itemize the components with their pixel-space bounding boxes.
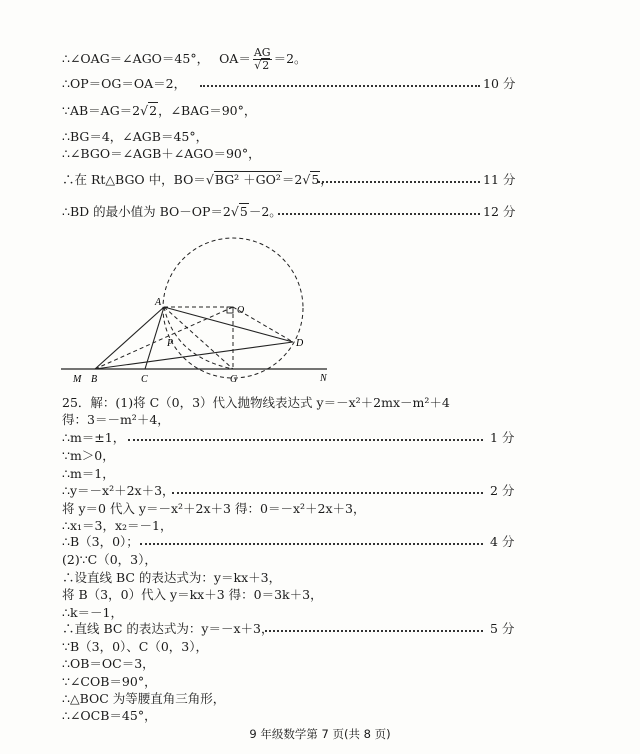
q25-line-15: ∵B（3，0）、C（0，3）， <box>62 639 209 654</box>
q25-line-5: ∴m＝1， <box>62 466 115 481</box>
line3-root: 2 <box>149 103 158 118</box>
line3-text-b: ，∠BAG＝90°， <box>158 103 257 118</box>
q25-line-11: ∴设直线 BC 的表达式为：y＝kx＋3， <box>62 570 282 585</box>
line6-root-b: 5 <box>311 172 320 187</box>
line7-text-a: ∴BD 的最小值为 BO－OP＝2 <box>62 204 231 219</box>
score-4: 4 分 <box>490 534 515 549</box>
segment-ab <box>95 307 164 369</box>
geometry-diagram <box>55 232 345 392</box>
dot-leader <box>318 181 480 183</box>
line3-text-a: ∵AB＝AG＝2 <box>62 103 141 118</box>
q25-line-17: ∵∠COB＝90°， <box>62 674 157 689</box>
segment-ad <box>164 307 293 342</box>
line6-root-content: BG² ＋GO² <box>214 172 281 187</box>
score-2: 2 分 <box>490 483 515 498</box>
q25-line-14: ∴直线 BC 的表达式为：y＝－x＋3， 5 分 <box>0 619 640 639</box>
q25-line-13: ∴k＝－1， <box>62 605 123 620</box>
label-a: A <box>155 297 162 308</box>
score-11: 11 分 <box>483 172 516 187</box>
dot-leader <box>265 630 483 632</box>
q25-line-10: (2)∵C（0，3）， <box>62 552 157 567</box>
line5-text: ∴∠BGO＝∠AGB＋∠AGO＝90°， <box>62 146 261 161</box>
q25-line-7: 将 y＝0 代入 y＝－x²＋2x＋3 得：0＝－x²＋2x＋3， <box>62 501 366 516</box>
line4-text: ∴BG＝4，∠AGB＝45°， <box>62 129 209 144</box>
label-c: C <box>141 374 148 385</box>
q25-line-19: ∴∠OCB＝45°， <box>62 708 157 723</box>
solution-line-1 <box>0 46 640 72</box>
solution-line-6: ∴在 Rt△BGO 中，BO＝√BG² ＋GO²＝2√5， 11 分 <box>0 170 640 190</box>
label-o: O <box>237 305 245 316</box>
line7-text-b: －2。 <box>248 204 282 219</box>
q25-line-8: ∴x₁＝3，x₂＝－1， <box>62 518 173 533</box>
solution-line-3: ∵AB＝AG＝2√2，∠BAG＝90°， <box>62 103 257 118</box>
line1-prefix: ∴∠OAG＝∠AGO＝45°， <box>62 51 210 66</box>
fraction-ag-over-root2: $\frac{AG}{√2}$ <box>253 46 271 72</box>
solution-line-2 <box>0 74 640 94</box>
segment-bd <box>95 342 293 369</box>
q25-line-12: 将 B（3，0）代入 y＝kx＋3 得：0＝3k＋3， <box>62 587 323 602</box>
line7-root: 5 <box>239 204 248 219</box>
line2-text: ∴OP＝OG＝OA＝2， <box>62 76 187 91</box>
dot-leader <box>200 85 480 87</box>
q25-line-9: ∴B（3，0）； 4 分 <box>0 532 640 552</box>
q25-line-18: ∴△BOC 为等腰直角三角形， <box>62 691 226 706</box>
page-footer: 9 年级数学第 7 页(共 8 页) <box>249 727 391 741</box>
line1-oa: OA＝ <box>219 51 251 66</box>
q25-line-3: ∴m＝±1， 1 分 <box>0 428 640 448</box>
label-p: P <box>167 338 174 349</box>
line6-text-b: ＝2 <box>281 172 303 187</box>
label-n: N <box>320 373 327 384</box>
dot-leader <box>278 213 480 215</box>
solution-line-7: ∴BD 的最小值为 BO－OP＝2√5－2。 12 分 <box>0 202 640 222</box>
q25-line-6: ∴y＝－x²＋2x＋3， 2 分 <box>0 481 640 501</box>
label-b: B <box>91 374 98 385</box>
label-d: D <box>296 338 304 349</box>
dot-leader <box>140 543 483 545</box>
score-1: 1 分 <box>490 430 515 445</box>
score-12: 12 分 <box>483 204 516 219</box>
line6-text-c: ， <box>320 172 333 187</box>
dot-leader <box>172 492 483 494</box>
label-m: M <box>73 374 82 385</box>
line6-text-a: ∴在 Rt△BGO 中，BO＝ <box>62 172 206 187</box>
q25-line-1: 25．解：(1)将 C（0，3）代入抛物线表达式 y＝－x²＋2mx－m²＋4 <box>62 395 450 410</box>
q25-line-2: 得：3＝－m²＋4， <box>62 412 170 427</box>
label-g: G <box>230 374 238 385</box>
line1-suffix: ＝2。 <box>273 51 307 66</box>
q25-line-4: ∵m＞0， <box>62 448 115 463</box>
q25-line-16: ∴OB＝OC＝3， <box>62 656 155 671</box>
score-10: 10 分 <box>483 76 516 91</box>
solution-line-5 <box>0 144 640 164</box>
score-5: 5 分 <box>490 621 515 636</box>
dot-leader <box>128 439 483 441</box>
